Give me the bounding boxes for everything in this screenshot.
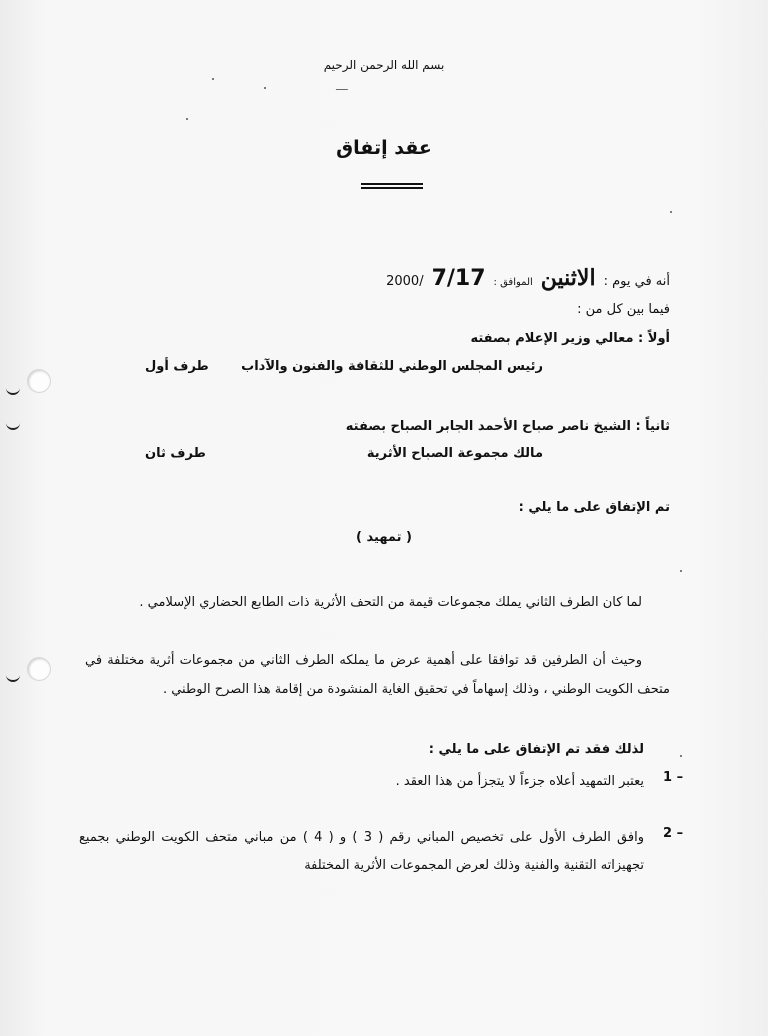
binding-mark	[6, 383, 20, 395]
scan-speck	[186, 118, 188, 120]
preamble-paragraph-2: وحيث أن الطرفين قد توافقا على أهمية عرض ما يملكه الطرف الثاني من مجموعات أثرية مختلفة في متحف الكويت الوطني ، وذلك إسهاماً في تحقيق الغاية المنشودة من إقامة هذا الصرح الوطني .	[85, 653, 670, 697]
second-party-line1	[346, 419, 670, 434]
scan-speck	[264, 87, 266, 89]
clause-number: 1 –	[663, 770, 684, 785]
second-party-name: الشيخ ناصر صباح الأحمد الجابر الصباح بصفته	[345, 419, 631, 434]
title-double-rule	[361, 183, 423, 189]
between-line: فيما بين كل من :	[577, 302, 670, 317]
scan-speck	[680, 570, 682, 572]
scan-speck	[680, 755, 682, 757]
basmala-underline: ـــــ	[336, 83, 348, 92]
basmala: بسم الله الرحمن الرحيم	[323, 58, 445, 72]
scan-speck	[212, 78, 214, 80]
second-party-ordinal: ثانياً :	[635, 419, 670, 434]
preamble-paragraph-1: لما كان الطرف الثاني يملك مجموعات قيمة من التحف الأثرية ذات الطابع الحضاري الإسلامي .	[139, 595, 642, 610]
second-party-line2: مالك مجموعة الصباح الأثرية	[366, 446, 543, 461]
first-party-ordinal: أولاً :	[638, 331, 670, 346]
preamble-heading: ( تمهيد )	[356, 530, 412, 545]
clauses-lead-in: لذلك فقد تم الإتفاق على ما يلي :	[428, 742, 644, 757]
clause-number: 2 –	[663, 826, 684, 841]
first-party-name: معالي وزير الإعلام بصفته	[470, 331, 634, 346]
date-line	[386, 265, 670, 291]
binding-mark	[6, 418, 20, 430]
corresponding-label: الموافق :	[493, 277, 533, 288]
binding-mark	[6, 670, 20, 682]
handwritten-date: 7/17	[431, 266, 486, 291]
first-party-label: طرف أول	[145, 359, 209, 374]
punch-hole	[27, 657, 51, 681]
agreed-heading: تم الإتفاق على ما يلي :	[518, 500, 670, 515]
date-prefix: أنه في يوم :	[603, 274, 670, 289]
punch-hole	[27, 369, 51, 393]
clause-text: وافق الطرف الأول على تخصيص المباني رقم ( 3 ) و ( 4 ) من مباني متحف الكويت الوطني بجميع تجهيزاته التقنية والفنية وذلك لعرض المجموعات الأثرية المختلفة	[79, 830, 645, 873]
second-party-label: طرف ثان	[145, 446, 206, 461]
first-party-line1	[470, 331, 670, 346]
first-party-line2: رئيس المجلس الوطني للثقافة والفنون والآداب	[241, 359, 543, 374]
scan-speck	[670, 211, 672, 213]
day-name: الاثنين	[540, 265, 596, 291]
document-title: عقد إتفاق	[336, 137, 432, 159]
date-year: 2000/	[386, 274, 424, 289]
clause-text: يعتبر التمهيد أعلاه جزءاً لا يتجزأ من هذا العقد .	[395, 774, 644, 789]
